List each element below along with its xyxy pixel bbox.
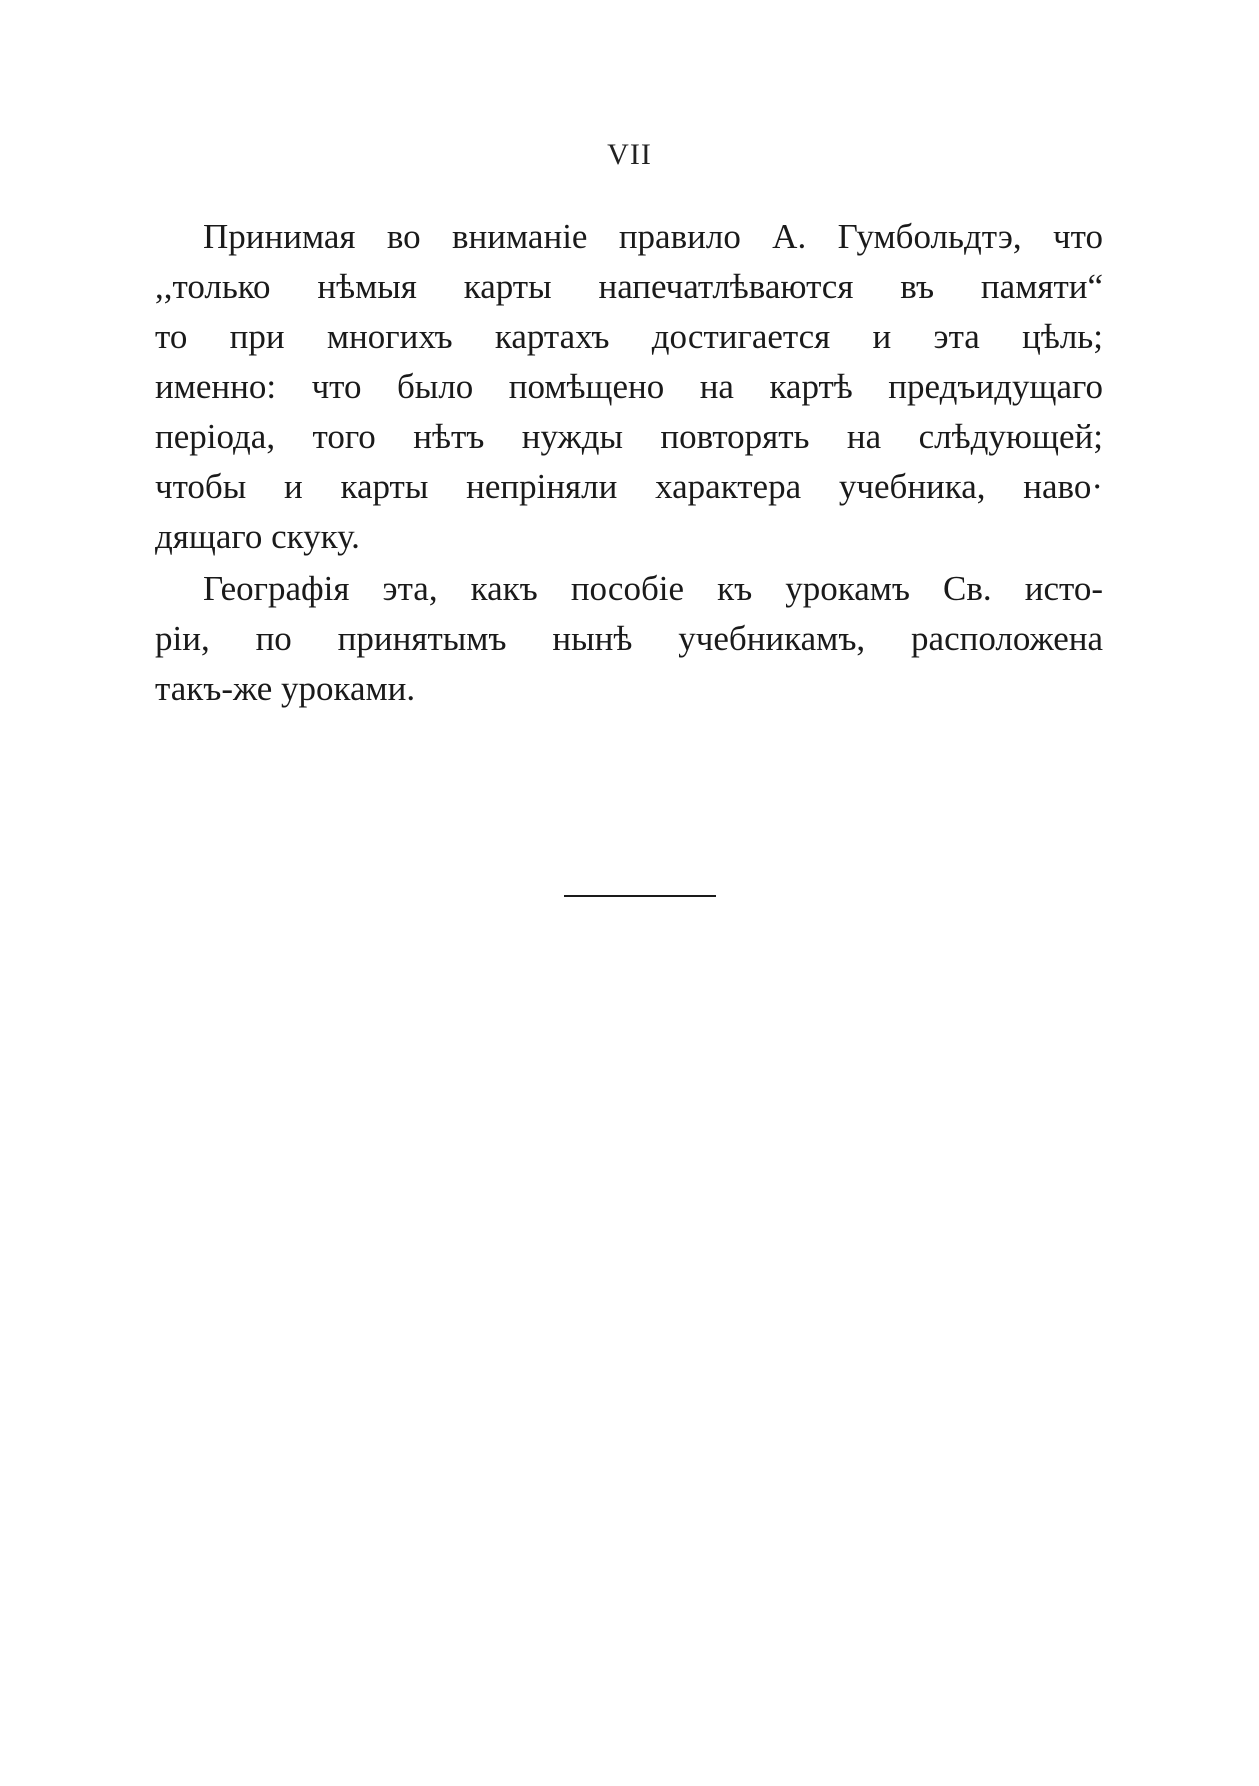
body-text bbox=[155, 212, 1103, 714]
paragraph-2 bbox=[155, 564, 1103, 714]
page-number: VII bbox=[607, 138, 652, 171]
text-line: ,,только нѣмыя карты напечатлѣваются въ памяти“ bbox=[155, 267, 1103, 306]
text-line: чтобы и карты непріняли характера учебника, наво· bbox=[155, 467, 1103, 506]
text-line: Принимая во вниманіе правило А. Гумбольдтэ, что bbox=[203, 217, 1103, 256]
text-line: то при многихъ картахъ достигается и эта цѣль; bbox=[155, 317, 1103, 356]
text-line: періода, того нѣтъ нужды повторять на слѣдующей; bbox=[155, 417, 1103, 456]
text-line: такъ-же уроками. bbox=[155, 669, 416, 708]
paragraph-1 bbox=[155, 212, 1103, 562]
section-divider-rule bbox=[564, 895, 716, 897]
text-line: Географія эта, какъ пособіе къ урокамъ Св. исто- bbox=[203, 569, 1103, 608]
text-line: ріи, по принятымъ нынѣ учебникамъ, расположена bbox=[155, 619, 1103, 658]
text-line: именно: что было помѣщено на картѣ предъидущаго bbox=[155, 367, 1103, 406]
text-line: дящаго скуку. bbox=[155, 517, 360, 556]
